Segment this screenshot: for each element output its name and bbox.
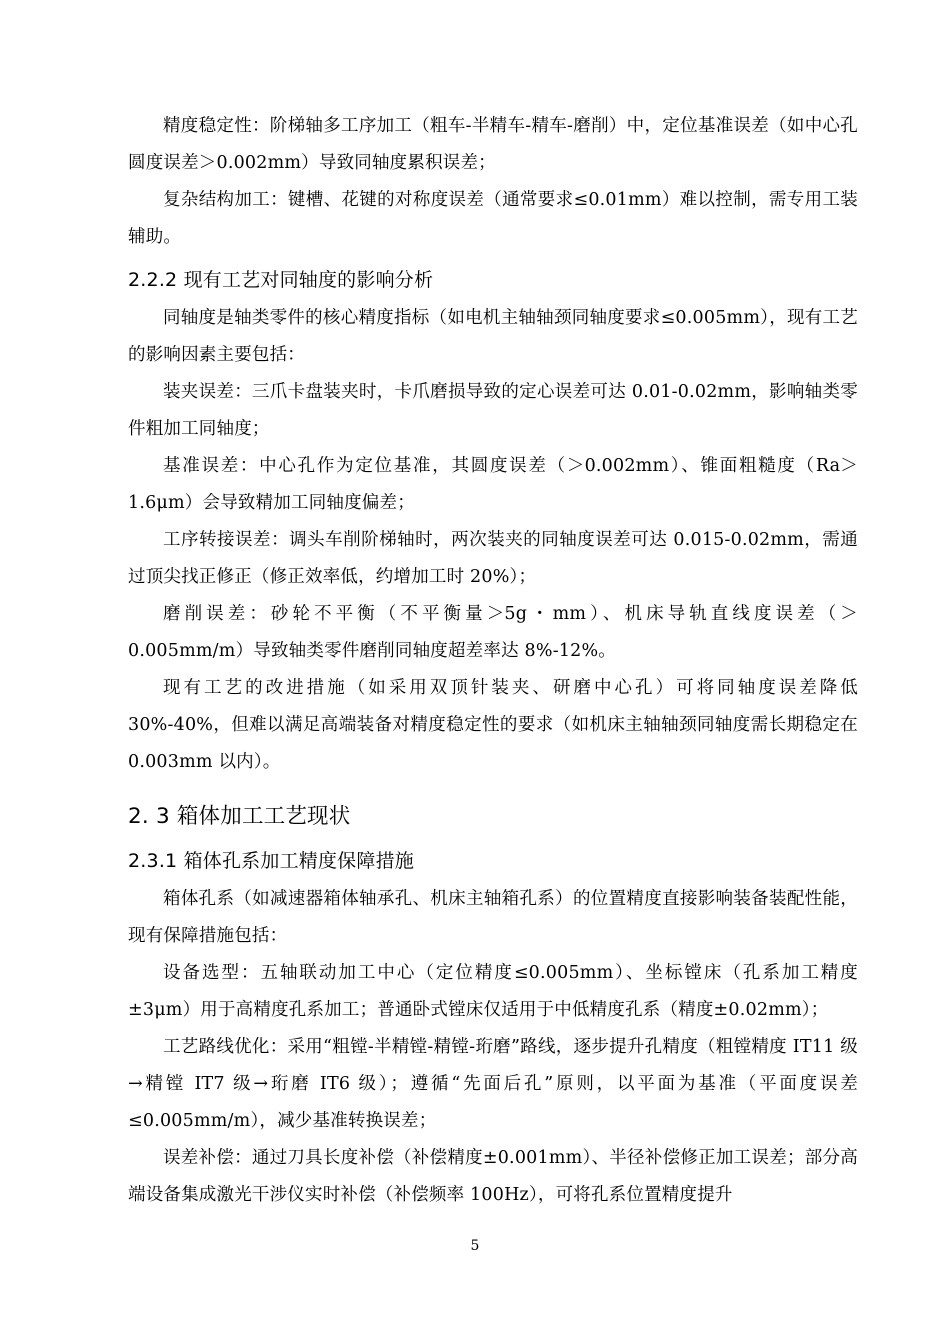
paragraph-process-route: 工艺路线优化：采用“粗镗-半精镗-精镗-珩磨”路线，逐步提升孔精度（粗镗精度 IT11 级→精镗 IT7 级→珩磨 IT6 级）；遵循“先面后孔”原则，以平面为基准（平面度误差≤0.005mm/m），减少基准转换误差； [128,1037,858,1131]
document-body [128,108,858,1214]
paragraph-equipment-selection: 设备选型：五轴联动加工中心（定位精度≤0.005mm）、坐标镗床（孔系加工精度±3μm）用于高精度孔系加工；普通卧式镗床仅适用于中低精度孔系（精度±0.02mm）； [128,963,858,1020]
paragraph-datum-error: 基准误差：中心孔作为定位基准，其圆度误差（＞0.002mm）、锥面粗糙度（Ra＞1.6μm）会导致精加工同轴度偏差； [128,456,858,513]
paragraph-precision-stability: 精度稳定性：阶梯轴多工序加工（粗车-半精车-精车-磨削）中，定位基准误差（如中心孔圆度误差＞0.002mm）导致同轴度累积误差； [128,116,858,173]
paragraph-coaxiality-intro: 同轴度是轴类零件的核心精度指标（如电机主轴轴颈同轴度要求≤0.005mm），现有工艺的影响因素主要包括： [128,308,858,365]
heading-2-3: 2. 3 箱体加工工艺现状 [128,804,351,829]
heading-2-3-1: 2.3.1 箱体孔系加工精度保障措施 [128,850,414,872]
paragraph-grinding-error: 磨削误差：砂轮不平衡（不平衡量＞5g・mm）、机床导轨直线度误差（＞0.005mm/m）导致轴类零件磨削同轴度超差率达 8%-12%。 [128,604,858,661]
paragraph-complex-structure: 复杂结构加工：键槽、花键的对称度误差（通常要求≤0.01mm）难以控制，需专用工装辅助。 [128,190,858,247]
paragraph-clamping-error: 装夹误差：三爪卡盘装夹时，卡爪磨损导致的定心误差可达 0.01-0.02mm，影响轴类零件粗加工同轴度； [128,382,858,439]
page-number: 5 [470,1238,480,1254]
paragraph-process-transfer-error: 工序转接误差：调头车削阶梯轴时，两次装夹的同轴度误差可达 0.015-0.02mm，需通过顶尖找正修正（修正效率低，约增加工时 20%）； [128,530,858,587]
paragraph-improvement-measures: 现有工艺的改进措施（如采用双顶针装夹、研磨中心孔）可将同轴度误差降低 30%-40%，但难以满足高端装备对精度稳定性的要求（如机床主轴轴颈同轴度需长期稳定在 0.003mm 以内）。 [128,678,858,772]
paragraph-error-compensation: 误差补偿：通过刀具长度补偿（补偿精度±0.001mm）、半径补偿修正加工误差；部分高端设备集成激光干涉仪实时补偿（补偿频率 100Hz），可将孔系位置精度提升 [128,1148,858,1205]
heading-2-2-2: 2.2.2 现有工艺对同轴度的影响分析 [128,269,434,291]
paragraph-hole-system-intro: 箱体孔系（如减速器箱体轴承孔、机床主轴箱孔系）的位置精度直接影响装备装配性能，现有保障措施包括： [128,889,858,946]
